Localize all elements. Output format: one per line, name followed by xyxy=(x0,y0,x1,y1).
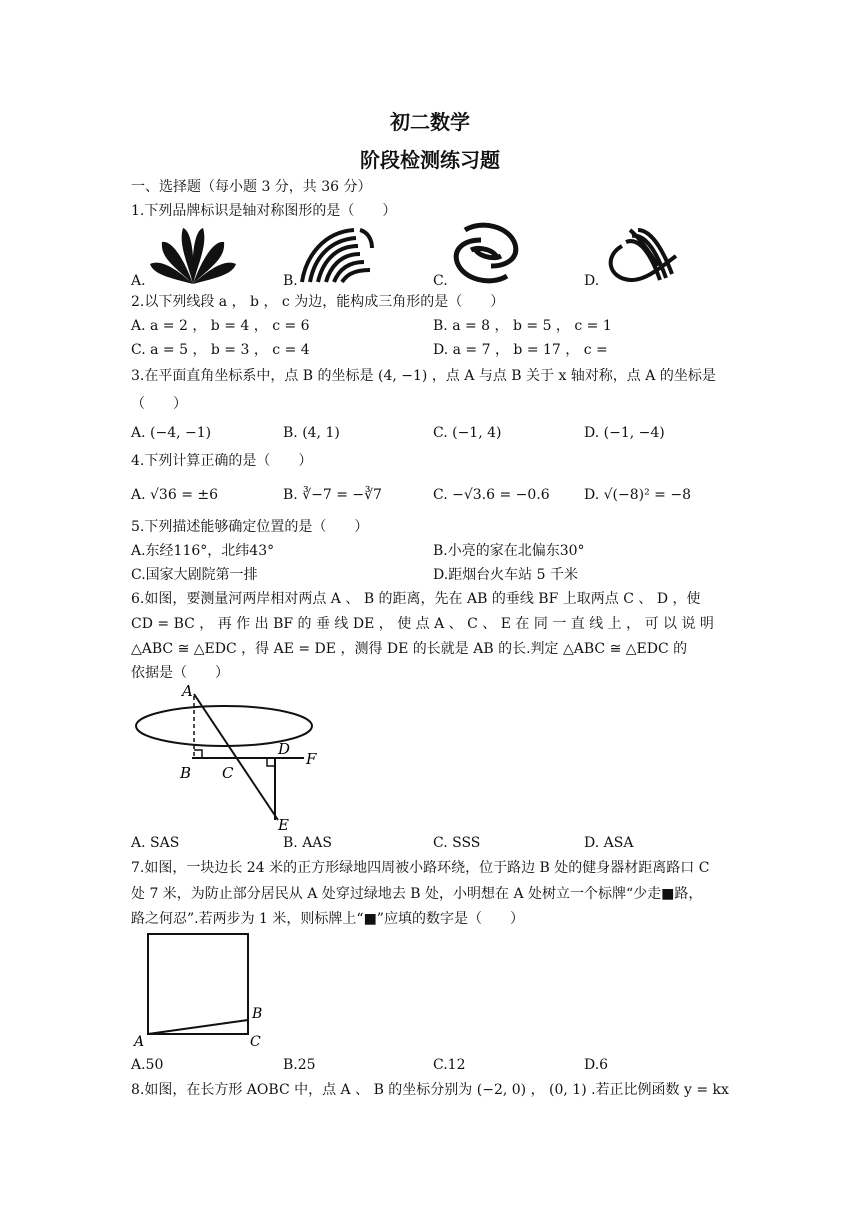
q3-option-d: D. (−1, −4) xyxy=(584,425,665,441)
label-c: C xyxy=(250,1034,261,1050)
q6-option-b: B. AAS xyxy=(283,835,332,851)
arc-stripes-logo-icon xyxy=(298,226,376,284)
q7-line-3: 路之何忍”.若两步为 1 米，则标牌上“■”应填的数字是（ ） xyxy=(131,911,524,927)
q5-option-b: B.小亮的家在北偏东30° xyxy=(433,543,585,559)
page-subtitle: 阶段检测练习题 xyxy=(360,148,500,172)
q7-option-c: C.12 xyxy=(433,1057,466,1073)
q5-option-c: C.国家大剧院第一排 xyxy=(131,567,258,583)
q5-stem: 5.下列描述能够确定位置的是（ ） xyxy=(131,519,369,535)
right-angle-b xyxy=(194,750,202,758)
q7-line-1: 7.如图，一块边长 24 米的正方形绿地四周被小路环绕，位于路边 B 处的健身器材距离路口 C xyxy=(131,860,710,876)
q3-option-c: C. (−1, 4) xyxy=(433,425,502,441)
q6-option-d: D. ASA xyxy=(584,835,634,851)
q4-option-b: B. ∛−7 = −∛7 xyxy=(283,487,382,503)
q6-line-1: 6.如图，要测量河两岸相对两点 A 、 B 的距离，先在 AB 的垂线 BF 上取两点 C 、 D ，使 xyxy=(131,591,701,607)
right-angle-d xyxy=(267,758,275,766)
q1-option-b: B. xyxy=(283,273,298,289)
q8-line-1: 8.如图，在长方形 AOBC 中，点 A 、 B 的坐标分别为 (−2, 0) ， (0, 1) .若正比例函数 y = kx xyxy=(131,1082,729,1098)
label-c: C xyxy=(222,764,234,782)
q3-stem-paren: （ ） xyxy=(131,396,187,412)
q4-option-a: A. √36 = ±6 xyxy=(131,487,219,503)
label-e: E xyxy=(278,816,289,832)
q5-option-d: D.距烟台火车站 5 千米 xyxy=(433,567,578,583)
q7-line-2: 处 7 米，为防止部分居民从 A 处穿过绿地去 B 处，小明想在 A 处树立一个标牌“少走■路， xyxy=(131,886,703,902)
q4-option-d: D. √(−8)² = −8 xyxy=(584,487,691,503)
check-stripes-logo-icon xyxy=(602,226,680,284)
q7-option-a: A.50 xyxy=(131,1057,164,1073)
q2-option-d: D. a = 7 ， b = 17 ， c = xyxy=(433,342,608,358)
q2-option-a: A. a = 2 ， b = 4 ， c = 6 xyxy=(131,318,310,334)
q6-option-a: A. SAS xyxy=(131,835,180,851)
river-measure-figure xyxy=(132,682,332,832)
q3-option-b: B. (4, 1) xyxy=(283,425,340,441)
label-d: D xyxy=(278,740,291,758)
label-a: A xyxy=(182,682,193,700)
q1-option-a: A. xyxy=(131,273,146,289)
path-ab xyxy=(148,1020,248,1034)
q6-line-3: △ABC ≅ △EDC ，得 AE = DE ，测得 DE 的长就是 AB 的长.判定 △ABC ≅ △EDC 的 xyxy=(131,641,688,657)
q4-option-c: C. −√3.6 = −0.6 xyxy=(433,487,550,503)
q6-line-2: CD = BC ， 再 作 出 BF 的 垂 线 DE ， 使 点 A 、 C 、 E 在 同 一 直 线 上 ， 可 以 说 明 xyxy=(131,616,714,632)
q1-stem: 1.下列品牌标识是轴对称图形的是（ ） xyxy=(131,203,397,219)
q4-stem: 4.下列计算正确的是（ ） xyxy=(131,453,313,469)
square-field-figure xyxy=(132,928,272,1052)
q3-option-a: A. (−4, −1) xyxy=(131,425,212,441)
q2-option-b: B. a = 8 ， b = 5 ， c = 1 xyxy=(433,318,612,334)
section-heading: 一、选择题（每小题 3 分，共 36 分） xyxy=(131,179,372,195)
page-title: 初二数学 xyxy=(390,110,470,134)
china-mobile-logo-icon xyxy=(451,222,521,284)
q3-stem: 3.在平面直角坐标系中，点 B 的坐标是 (4, −1) ，点 A 与点 B 关于 x 轴对称，点 A 的坐标是 xyxy=(131,368,716,384)
q6-option-c: C. SSS xyxy=(433,835,481,851)
q1-option-d: D. xyxy=(584,273,600,289)
q5-option-a: A.东经116°，北纬43° xyxy=(131,543,275,559)
label-a: A xyxy=(134,1034,145,1050)
huawei-logo-icon xyxy=(148,224,238,286)
q2-option-c: C. a = 5 ， b = 3 ， c = 4 xyxy=(131,342,310,358)
q7-option-d: D.6 xyxy=(584,1057,609,1073)
q6-line-4: 依据是（ ） xyxy=(131,665,229,681)
q2-stem: 2.以下列线段 a ， b ， c 为边，能构成三角形的是（ ） xyxy=(131,294,505,310)
label-b: B xyxy=(252,1006,263,1022)
label-f: F xyxy=(306,750,317,768)
square-field xyxy=(148,934,248,1034)
q7-option-b: B.25 xyxy=(283,1057,316,1073)
q1-option-c: C. xyxy=(433,273,448,289)
label-b: B xyxy=(180,764,192,782)
